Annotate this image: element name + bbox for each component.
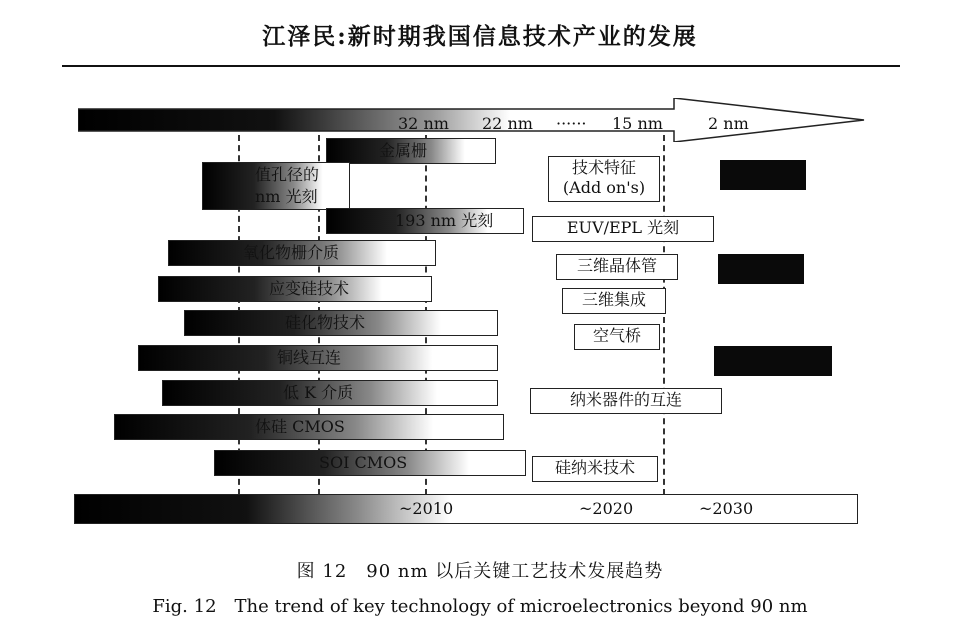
tech-bar-label: 体硅 CMOS bbox=[255, 417, 345, 436]
year-label: ~2010 bbox=[399, 499, 454, 518]
tech-bar bbox=[326, 208, 524, 234]
year-label: ~2020 bbox=[579, 499, 634, 518]
future-block bbox=[714, 346, 832, 376]
feature-box bbox=[530, 388, 722, 414]
tech-bar-label: 应变硅技术 bbox=[269, 279, 350, 298]
tech-bar bbox=[114, 414, 504, 440]
feature-box-label: 技术特征 bbox=[571, 158, 636, 177]
feature-box bbox=[532, 216, 714, 242]
node-label: ······ bbox=[556, 114, 587, 133]
node-label: 22 nm bbox=[482, 114, 533, 133]
node-label: 32 nm bbox=[398, 114, 449, 133]
figure-caption-zh: 图 12 90 nm 以后关键工艺技术发展趋势 bbox=[296, 561, 664, 582]
tech-bar bbox=[184, 310, 498, 336]
future-block bbox=[720, 160, 806, 190]
page-header: 江泽民:新时期我国信息技术产业的发展 bbox=[262, 23, 698, 50]
guide-line bbox=[663, 135, 665, 495]
tech-bar bbox=[326, 138, 496, 164]
timeline-arrow bbox=[78, 98, 878, 142]
tech-bar-label: nm 光刻 bbox=[255, 187, 318, 206]
feature-box-label: 三维集成 bbox=[581, 290, 646, 309]
feature-box bbox=[574, 324, 660, 350]
feature-box-label: 三维晶体管 bbox=[576, 256, 657, 275]
feature-box-label: (Add on's) bbox=[562, 178, 646, 197]
feature-box bbox=[562, 288, 666, 314]
future-block bbox=[718, 254, 804, 284]
node-label: 2 nm bbox=[708, 114, 749, 133]
technology-roadmap-figure bbox=[0, 90, 960, 540]
tech-bar bbox=[214, 450, 526, 476]
tech-bar-label: 铜线互连 bbox=[277, 348, 342, 367]
tech-bar-label: 金属栅 bbox=[379, 141, 428, 160]
tech-bar bbox=[202, 162, 350, 210]
tech-bar bbox=[162, 380, 498, 406]
tech-bar-label: 193 nm 光刻 bbox=[395, 211, 494, 230]
figure-caption-en: Fig. 12 The trend of key technology of microelectronics beyond 90 nm bbox=[152, 596, 808, 617]
feature-box-label: 空气桥 bbox=[592, 326, 641, 345]
tech-bar bbox=[168, 240, 436, 266]
header-rule bbox=[62, 65, 900, 67]
tech-bar bbox=[158, 276, 432, 302]
feature-box bbox=[548, 156, 660, 202]
tech-bar-label: 氧化物栅介质 bbox=[243, 243, 340, 262]
tech-bar-label: 低 K 介质 bbox=[283, 383, 354, 402]
tech-bar-label: 值孔径的 bbox=[255, 165, 320, 184]
feature-box-label: EUV/EPL 光刻 bbox=[566, 218, 680, 237]
tech-bar bbox=[138, 345, 498, 371]
year-label: ~2030 bbox=[699, 499, 754, 518]
year-axis-bar bbox=[74, 494, 858, 524]
feature-box-label: 硅纳米技术 bbox=[554, 458, 635, 477]
node-label: 15 nm bbox=[612, 114, 663, 133]
tech-bar-label: 硅化物技术 bbox=[285, 313, 366, 332]
feature-box-label: 纳米器件的互连 bbox=[569, 390, 682, 409]
feature-box bbox=[532, 456, 658, 482]
feature-box bbox=[556, 254, 678, 280]
tech-bar-label: SOI CMOS bbox=[319, 453, 408, 472]
